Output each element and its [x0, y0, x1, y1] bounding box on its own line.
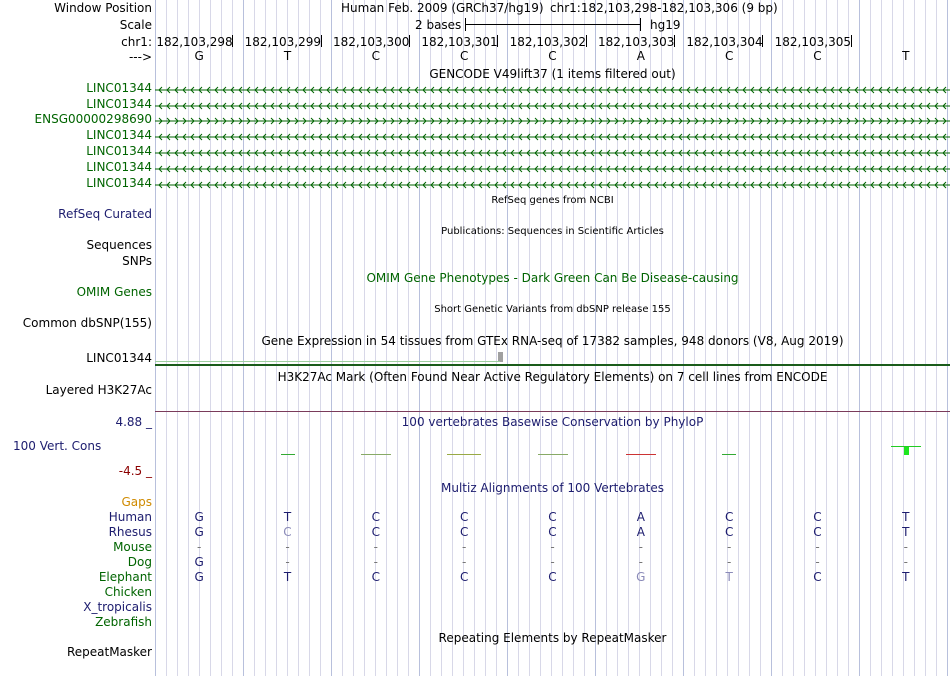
strand-toggle[interactable]: ---> — [128, 50, 152, 64]
alignment-base: G — [194, 570, 204, 584]
alignment-base: C — [724, 510, 734, 524]
alignment-base: C — [371, 525, 381, 539]
phylop-bar — [361, 454, 391, 455]
gene-strand-row[interactable] — [155, 131, 950, 145]
reference-base: C — [459, 49, 469, 63]
ruler-coordinate: 182,103,305 — [774, 35, 851, 49]
track-image-area[interactable] — [155, 0, 950, 676]
alignment-base: T — [725, 570, 733, 584]
phylop-bar — [447, 454, 481, 455]
dbsnp-track-label[interactable]: Common dbSNP(155) — [22, 316, 152, 330]
position-readout: chr1:182,103,298-182,103,306 (9 bp) — [550, 1, 778, 15]
alignment-base: C — [724, 525, 734, 539]
species-label[interactable]: Chicken — [104, 585, 152, 599]
alignment-base: C — [813, 570, 822, 584]
reference-base: A — [636, 49, 645, 63]
phylop-bar — [281, 454, 295, 455]
alignment-base: - — [815, 540, 820, 554]
alignment-base: T — [283, 510, 292, 524]
species-label[interactable]: Elephant — [98, 570, 152, 584]
alignment-base: - — [461, 540, 467, 554]
alignment-base: A — [636, 510, 645, 524]
alignment-base: - — [550, 555, 555, 569]
reference-base: G — [194, 49, 204, 63]
alignment-base: - — [638, 540, 643, 554]
ruler-coordinate: 182,103,302 — [509, 35, 586, 49]
alignment-base: - — [726, 540, 732, 554]
gene-label[interactable]: LINC01344 — [86, 144, 152, 158]
alignment-base: - — [903, 540, 908, 554]
gene-strand-row[interactable] — [155, 115, 950, 129]
publications-track-title: Publications: Sequences in Scientific Articles — [441, 226, 664, 237]
scale-text: 2 bases — [415, 18, 462, 32]
species-label[interactable]: Mouse — [113, 540, 152, 554]
h3k27ac-track-label[interactable]: Layered H3K27Ac — [45, 383, 152, 397]
gene-strand-row[interactable] — [155, 100, 950, 114]
alignment-base: T — [902, 525, 910, 539]
alignment-base: T — [902, 570, 910, 584]
alignment-base: G — [194, 555, 204, 569]
alignment-base: T — [283, 570, 292, 584]
phylop-max-label: 4.88 _ — [115, 415, 152, 429]
phylop-bar — [722, 454, 736, 455]
h3k27ac-track-title: H3K27Ac Mark (Often Found Near Active Regulatory Elements) on 7 cell lines from ENCODE — [277, 370, 828, 384]
alignment-base: C — [548, 570, 557, 584]
alignment-base: C — [459, 525, 469, 539]
chromosome-label: chr1: — [121, 35, 152, 49]
species-label[interactable]: Rhesus — [108, 525, 152, 539]
gaps-track-label[interactable]: Gaps — [121, 495, 152, 509]
ruler-coordinate: 182,103,304 — [686, 35, 763, 49]
gene-label[interactable]: LINC01344 — [86, 128, 152, 142]
alignment-base: C — [459, 510, 469, 524]
phylop-peak-bar — [904, 447, 909, 455]
reference-base: C — [548, 49, 557, 63]
alignment-base: - — [638, 555, 643, 569]
alignment-base: - — [726, 555, 732, 569]
alignment-base: - — [461, 555, 467, 569]
phylop-bar — [626, 454, 656, 455]
snps-track-label[interactable]: SNPs — [122, 254, 152, 268]
alignment-base: G — [636, 570, 646, 584]
species-label[interactable]: Zebrafish — [95, 615, 152, 629]
phylop-track-label[interactable]: 100 Vert. Cons — [13, 439, 102, 453]
repeatmasker-track-title: Repeating Elements by RepeatMasker — [438, 631, 667, 645]
gene-strand-row[interactable] — [155, 147, 950, 161]
alignment-base: C — [371, 570, 381, 584]
gene-strand-row[interactable] — [155, 179, 950, 193]
repeatmasker-track-label[interactable]: RepeatMasker — [66, 645, 152, 659]
track-label-column — [0, 0, 154, 676]
ruler-coordinate: 182,103,301 — [421, 35, 498, 49]
gene-label[interactable]: LINC01344 — [86, 176, 152, 190]
alignment-base: T — [902, 510, 910, 524]
gtex-baseline — [155, 361, 500, 362]
alignment-base: G — [194, 525, 204, 539]
scale-bar-end — [465, 18, 466, 31]
gtex-expression-bar[interactable] — [155, 364, 950, 366]
dbsnp-track-title: Short Genetic Variants from dbSNP release 155 — [434, 304, 671, 315]
assembly-title: Human Feb. 2009 (GRCh37/hg19) — [341, 1, 544, 15]
omim-track-title: OMIM Gene Phenotypes - Dark Green Can Be Disease-causing — [366, 271, 739, 285]
scale-db: hg19 — [650, 18, 681, 32]
alignment-base: A — [636, 525, 645, 539]
gtex-track-title: Gene Expression in 54 tissues from GTEx RNA-seq of 17382 samples, 948 donors (V8, Aug 2019) — [261, 334, 844, 348]
gene-label[interactable]: LINC01344 — [86, 97, 152, 111]
alignment-base: C — [283, 525, 292, 539]
alignment-base: C — [813, 525, 822, 539]
reference-base: T — [283, 49, 292, 63]
alignment-base: - — [815, 555, 820, 569]
alignment-base: C — [548, 510, 557, 524]
alignment-base: C — [548, 525, 557, 539]
gene-strand-row[interactable] — [155, 84, 950, 98]
gene-label[interactable]: LINC01344 — [86, 160, 152, 174]
ruler-coordinate: 182,103,303 — [598, 35, 675, 49]
phylop-min-label: -4.5 _ — [118, 464, 152, 478]
gene-strand-row[interactable] — [155, 163, 950, 177]
phylop-bar — [538, 454, 568, 455]
refseq-track-label[interactable]: RefSeq Curated — [58, 207, 152, 221]
reference-base: C — [813, 49, 822, 63]
phylop-track-title: 100 vertebrates Basewise Conservation by PhyloP — [401, 415, 704, 429]
alignment-base: - — [373, 540, 378, 554]
gene-label[interactable]: LINC01344 — [86, 81, 152, 95]
alignment-base: - — [196, 540, 202, 554]
species-label[interactable]: Dog — [127, 555, 152, 569]
reference-base: T — [902, 49, 910, 63]
omim-track-label[interactable]: OMIM Genes — [76, 285, 152, 299]
gencode-track-title: GENCODE V49lift37 (1 items filtered out) — [429, 67, 676, 81]
alignment-base: - — [550, 540, 555, 554]
gene-label[interactable]: ENSG00000298690 — [34, 112, 152, 126]
alignment-base: C — [371, 510, 381, 524]
gtex-track-label[interactable]: LINC01344 — [86, 351, 152, 365]
scale-label: Scale — [119, 18, 152, 32]
ruler-coordinate: 182,103,298 — [156, 35, 233, 49]
alignment-base: - — [285, 555, 290, 569]
species-label[interactable]: Human — [108, 510, 152, 524]
window-position-label: Window Position — [54, 1, 152, 15]
reference-base: C — [724, 49, 734, 63]
ruler-coordinate: 182,103,299 — [244, 35, 321, 49]
scale-bar — [465, 24, 641, 25]
sequences-track-label[interactable]: Sequences — [86, 238, 152, 252]
h3k27ac-baseline — [155, 411, 950, 412]
scale-bar-end — [640, 18, 641, 31]
alignment-base: - — [373, 555, 378, 569]
alignment-base: C — [813, 510, 822, 524]
alignment-base: C — [459, 570, 469, 584]
ruler-coordinate: 182,103,300 — [333, 35, 410, 49]
species-label[interactable]: X_tropicalis — [83, 600, 152, 614]
alignment-base: G — [194, 510, 204, 524]
reference-base: C — [371, 49, 381, 63]
refseq-track-title: RefSeq genes from NCBI — [491, 195, 614, 206]
multiz-track-title: Multiz Alignments of 100 Vertebrates — [440, 481, 665, 495]
alignment-base: - — [285, 540, 290, 554]
alignment-base: - — [903, 555, 908, 569]
